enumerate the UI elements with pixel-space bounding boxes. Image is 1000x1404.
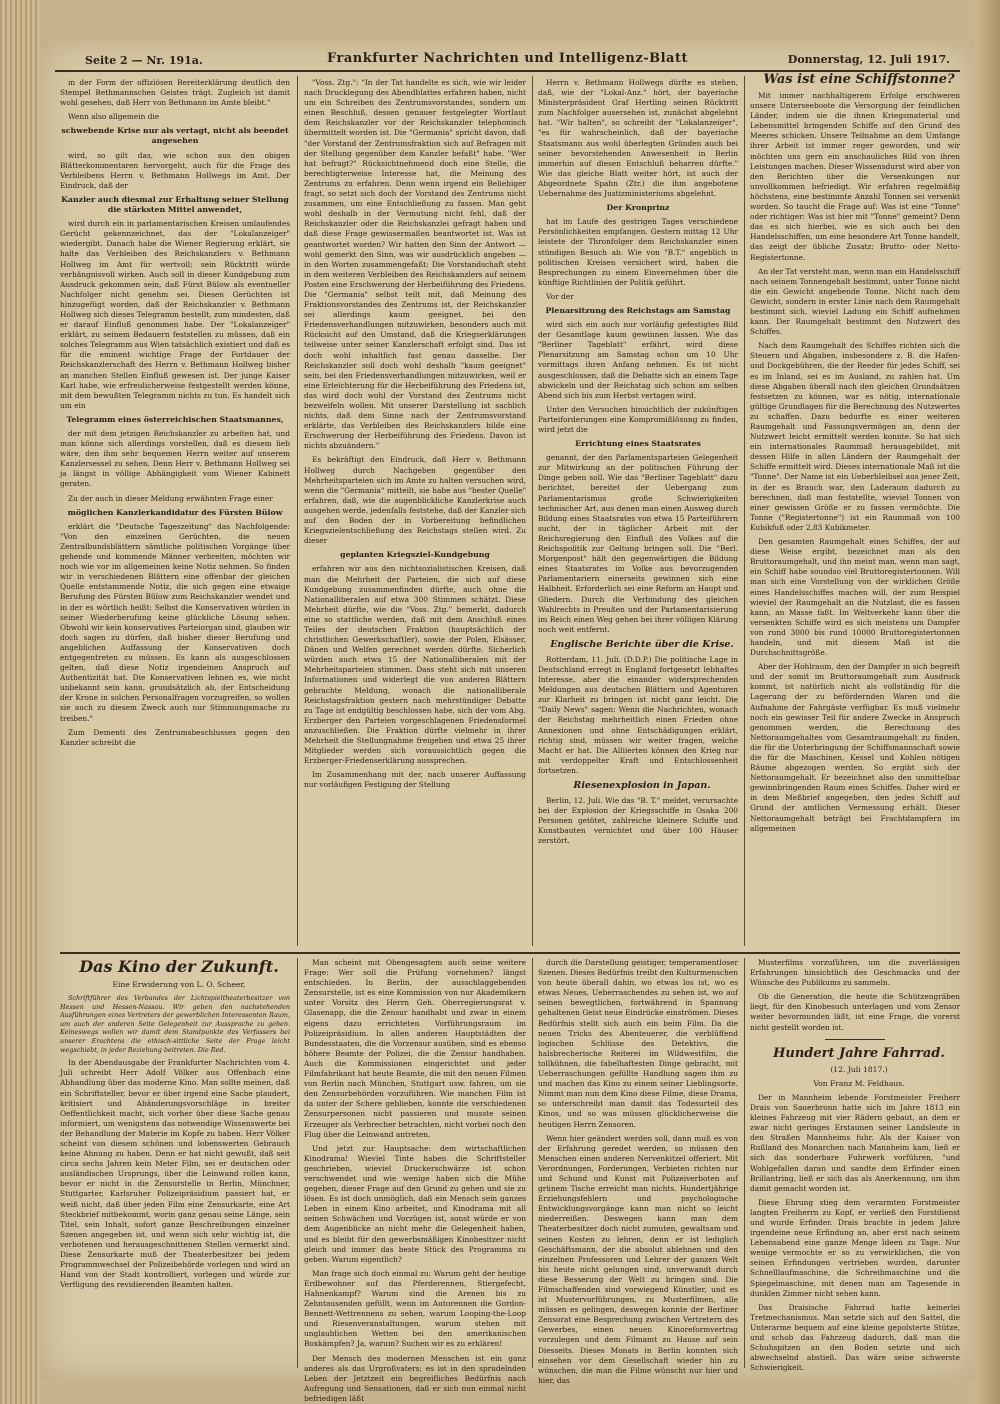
kino-column-2: [304, 958, 526, 1403]
article-headline: Hundert Jahre Fahrrad.: [773, 1045, 945, 1061]
column-4: [750, 72, 960, 948]
column-divider: [532, 76, 533, 946]
page-header: [55, 48, 960, 72]
paragraph: In der Abendausgabe der Frankfurter Nachrichten vom 4. Juli schreibt Herr Adolf Völker aus Offenbach eine Abhandlung über das moderne Kino. Man sollte meinen, daß ein Schriftsteller, bevor er über irgend eine Sache plaudert, kritisiert und Abänderungsvorschläge in breiter Oeffentlichkeit macht, sich vorher über diese Sache genau informiert, um wenigstens das notwendige Wissenswerte bei der Behandlung der Materie im Kopfe zu haben. Herr Völker scheint von diesem schönen und lobenswerten Gebrauch keine Ahnung zu haben. Denn er hat nicht gewußt, daß seit circa sechs Jahren kein Meter Film, sei er deutschen oder ausländischen Ursprungs, über die Leinwand rollen kann, bevor er nicht in die Zensurstelle in Berlin, Münchner, Stuttgarter, Karlsruher Polizeipräsidium passiert hat, er weiß nicht, daß über jeden Film eine Zensurkarte, eine Art Steckbrief mitbekommt, worin ganz genau seine Länge, sein Titel, sein Inhalt, sofort ganze Beschreibungen einzelner Szenen angegeben ist, und wenn sich sehr wichtig ist, die verbotenen und herausgeschnittenen Stellen vermerkt sind. Diese Zensurkarte muß der Theaterbesitzer bei jedem Programmwechsel der Polizeibehörde vorlegen und wird an Hand von der Stadt kontrolliert, vorlegen und würde zur Verfügung des revidierenden Beamten halten.: [60, 1058, 290, 1290]
paragraph: Der Mensch des modernen Menschen ist ein ganz anderes als das Urgroßvaters; es ist in den sprudelnden Leben der Jetztzeit ein begreifliches Bedürfnis nach Aufregung und Sensationen, daß er sich nun einmal nicht befriedigen läßt: [304, 1353, 526, 1403]
subheading: Errichtung eines Staatsrates: [575, 439, 701, 449]
book-binding-edge: [0, 0, 40, 1404]
paragraph: Rotterdam, 11. Juli. (D.D.P.) Die politische Lage in Deutschland erregt in England fortgesetzt lebhaftes Interesse, aber die einander widersprechenden Meldungen aus deutschen Blättern und Agenturen zur Klarheit zu bringen ist nicht ganz leicht. Die "Daily News" sagen: Wenn die Nachrichten, wonach der Reichstag mehrheitlich einen Frieden ohne Annexionen und ohne Entschädigungen erklärt, richtig sind, müssen wir weiter fragen, welche Macht er hat. Die Alliierten können den Krieg nur mit verdoppelter Kraft und Entschlossenheit fortsetzen.: [538, 654, 738, 775]
paragraph: wird durch ein in parlamentarischen Kreisen umlaufendes Gerücht gekennzeichnet, das der "Lokalanzeiger" wiedergibt. Danach habe die Wiener Regierung erklärt, sie halte das Verbleiben des Reichskanzlers v. Bethmann Hollweg im Amt für wertvoll; sein Rücktritt würde verhängnisvoll wirken. Auch soll in dieser Kundgebung zum Ausdruck gekommen sein, daß Fürst Bülow als eventueller Nachfolger nicht genehm sei. Diesen Gerüchten ist hinzugefügt worden, daß der Reichskanzler v. Bethmann Hollweg sich dieses Telegramm bestellt, zum mindesten, daß er darauf Einfluß genommen habe. Der "Lokalanzeiger" erklärt, zu seinem Bedauern feststellen zu müssen, daß ein solches Telegramm aus Wien tatsächlich existiert und daß es für die eminent wichtige Frage der Fortdauer der Reichskanzlerschaft des Herrn v. Bethmann Hollweg bisher an manchen Stellen Einfluß gewesen ist. Der junge Kaiser Karl habe, wie erfreulicherweise festgestellt werden könne, mit dem bewußten Telegramm nichts zu tun. Es handelt sich um ein: [60, 219, 290, 410]
paragraph: Diese Ehrung stieg dem verarmten Forstmeister langten Freiherrn zu Kopf, er verließ den Forstdienst und wurde Erfinder. Drais brachte in jedem Jahre irgendeine neue Erfindung an, aber erst nach seinem Lebensabend eine ganze Menge Ideen zu Tage. Nur wenige vermochte er so zu verwirklichen, die von seinen Erfindungen vertrieben wurden, darunter Schnelllaufmaschine, die Schreibmaschine und die Spiegelmaschine, mit denen man am Tagesende in dunklen Zimmer nicht sehen kann.: [750, 1197, 960, 1298]
paragraph: Zum Dementi des Zentrumsbeschlusses gegen den Kanzler schreibt die: [60, 727, 290, 747]
subheading: geplanten Kriegsziel-Kundgebung: [340, 550, 490, 560]
paragraph: Ob die Generation, die heute die Schützengräben liegt, für den Kinobesuch unterlagen und vom Zensor weiter bevormunden läßt, ist eine Frage, die vorerst nicht gestellt worden ist.: [750, 992, 960, 1032]
paragraph: Den gesamten Raumgehalt eines Schiffes, der auf diese Weise ergibt, bezeichnet man als den Bruttoraumgehalt, und ihn meint man, wenn man sagt, ein Schiff habe soundso viel Bruttoregistertonnen. Will man sich eine Vorstellung von der wirklichen Größe eines Handelsschiffes machen will, der zum Beispiel wieviel der Raumgehalt an die Nutzlast, die es fassen kann, an Masse faßt. Im Weltverkehr kann über die versenkten Schiffe wird es sich meistens um Dampfer von rund 3000 bis rund 10000 Bruttoregistertonnen handeln, und mit diesem Maß ist die Durchschnittsgröße.: [750, 537, 960, 658]
paragraph: Aber der Hohlraum, den der Dampfer in sich begreift und der somit im Bruttoraumgehalt zum Ausdruck kommt, ist natürlich nicht als vollständig für die Lagerung der zu befördernden Waren und die Aufnahme der Fahrgäste verfügbar. Es muß vielmehr noch ein gewisser Teil für andere Zwecke in Anspruch genommen werden, die Berechnung des Nettoraumgehaltes vom Gesamtraumgehalt zu finden, die für die Unterbringung der Schiffsmannschaft sowie die für die Maschinen, Kessel und Kohlen nötigen Räume abgezogen werden. So ergibt sich der Nettoraumgehalt. Er bezeichnet also den unmittelbar gewinnbringenden Raum eines Schiffes. Daher wird er in dem Meßbrief angegeben, den jedes Schiff auf Grund der amtlichen Vermessung erhält. Dieser Nettoraumgehalt beträgt bei Frachtdampfern im allgemeinen: [750, 662, 960, 833]
column-divider: [297, 958, 298, 1368]
subheading: möglichen Kanzlerkandidatur des Fürsten Bülow: [67, 507, 283, 517]
paragraph: in der Form der offiziösen Bereiterklärung deutlich den Stempel Bethmannschen Geistes trägt. Zugleich ist damit wohl gesehen, daß Herr von Bethmann im Amte bleibt.": [60, 78, 290, 108]
article-headline: Was ist eine Schiffstonne?: [763, 72, 955, 87]
column-divider: [297, 76, 298, 946]
issue-date: Donnerstag, 12. Juli 1917.: [787, 53, 950, 66]
column-divider: [532, 958, 533, 1368]
column-3: [538, 78, 738, 948]
paragraph: Nach dem Raumgehalt des Schiffes richten sich die Steuern und Abgaben, insbesondere z. B. die Hafen- und Dockgebühren, die der Reeder für jedes Schiff, sei es im Inland, sei es im Ausland, zu zahlen hat. Um diese Abgaben überall nach den gleichen Grundsätzen festsetzen zu können, war es nötig, internationale gültige Grundlagen für die Berechnung des Nutzwertes zu schaffen. Dazu bedurfte es einer weiteren Raumgehalt und Fassungsvermögen an, denn der Nutzwert leicht ermittelt werden konnte. So hat sich ein internationales Raummaß herausgebildet, mit dessen Hilfe in allen Ländern der Raumgehalt der Schiffe ermittelt wird. Dieses internationale Maß ist die "Tonne". Der Name ist ein Ueberbleibsel aus jener Zeit, in der es Brauch war, den Laderaum dadurch zu berechnen, daß man feststellte, wieviel Tonnen von einer gewissen Größe er zu fassen vermöchte. Die Tonne ("Registertonne") ist ein Raummaß von 100 Kubikfuß oder 2,83 Kubikmeter.: [750, 341, 960, 532]
article-byline: Von Franz M. Feldhaus.: [813, 1078, 905, 1088]
paragraph: Das Draisische Fahrrad hatte keinerlei Tretmechanismus. Man setzte sich auf den Sattel, die Unterarme bequem auf eine kleine gepolsterte Stütze, und schob das Fahrzeug dadurch, daß man die Schuhspitzen an den Boden setzte und sich abwechselnd abstieß. Das wäre seine schwerste Schwierigkeit.: [750, 1302, 960, 1373]
paragraph: "Voss. Ztg.": "In der Tat handelte es sich, wie wir leider nach Drucklegung des Abendblattes erfahren haben, nicht um ein Schreiben des Zentrumsvorstandes, sondern um einen Beschluß, dessen genauer festgelegter Wortlaut dem Reichskanzler vor der Reichskanzler telephonisch übermittelt worden ist. Die "Germania" spricht davon, daß "der Vorstand der Zentrumsfraktion sich auf Befragen mit der Stellung gegenüber dem Kanzler befaßt" habe. "Wer hat befragt?" Rücksichtnehmend doch eine Stelle, die berechtigterweise Interesse hat, die Meinung des Zentrums zu erfahren. Denn wenn irgend ein Beliebiger fragt, so setzt sich doch der Vorstand des Zentrums nicht zusammen, um eine Entschließung zu fassen. Man geht wohl deshalb in der Vermutung nicht fehl, daß der Reichskanzler oder die Reichskanzlei gefragt haben und daß diese Frage gewissermaßen beantwortet ist. Was ist geantwortet worden? Wir hatten den Sinn der Antwort — wohl gemerkt den Sinn, was wir ausdrücklich angeben — in den Worten zusammengefaßt: Die Vorstandschaft steht in dem weiteren Verbleiben des Reichskanzlers auf seinem Posten eine Erschwerung der Herbeiführung des Friedens. Die "Germania" selbst teilt mit, daß Meinung des Fraktionsvorstandes des Zentrums ist, der Reichskanzler sei allerdings kaum geeignet, bei den Friedensverhandlungen mitzuwirken, besonders auch mit Rücksicht auf den Umstand, daß die Kriegserklärungen teilweise unter seiner Kanzlerschaft erfolgt sind. Das ist doch wohl inhaltlich fast genau dasselbe. Der Reichskanzler soll doch wohl deshalb "kaum geeignet" sein, bei den Friedensverhandlungen mitzuwirken, weil er eine Erleichterung für die Herbeiführung des Friedens ist, das wird doch wohl der Vorstand des Zentrums nicht bezweifeln wollen. Mit unserer Darstellung ist sachlich nichts, daß dem Sinne nach der Zentrumsvorstand erklärte, das Verbleiben des Reichskanzlers bilde eine Erschwerung der Herbeiführung des Friedens. Davon ist nichts abzuändern.": [304, 78, 526, 451]
article-byline: Eine Erwiderung von L. O. Scheer,: [112, 980, 246, 989]
page-number: Seite 2 — Nr. 191a.: [85, 54, 203, 67]
article-headline: Englische Berichte über die Krise.: [550, 638, 734, 650]
article-date: (12. Juli 1817.): [830, 1064, 888, 1074]
subheading: Plenarsitzung des Reichstags am Samstag: [545, 305, 731, 315]
paragraph: Zu der auch in dieser Meldung erwähnten Frage einer: [68, 493, 273, 503]
article-headline: Das Kino der Zukunft.: [79, 957, 279, 976]
paragraph: An der Tat versteht man, wenn man ein Handelsschiff nach seinem Tonnengehalt bestimmt, unter Tonne nicht die ein Gewicht angebende Tonne. Nicht nach dem Gewicht, sondern in erster Linie nach dem Raumgehalt bestimmt sich, wieviel Ladung ein Schiff aufnehmen kann. Der Raumgehalt bestimmt den Nutzwert des Schiffes.: [750, 266, 960, 337]
paragraph: Musterfilms vorzuführen, um die zuverlässigen Erfahrungen hinsichtlich des Geschmacks und der Wünsche des Publikums zu sammeln.: [750, 958, 960, 988]
column-divider: [744, 76, 745, 946]
paragraph: Es bekräftigt den Eindruck, daß Herr v. Bethmann Hollweg durch Nachgeben gegenüber den Mehrheitsparteien sich im Amte zu halten versuchen wird, wenn die "Germania" mitteilt, sie habe aus "bester Quelle" erfahren, daß, wie die augenblickliche Kanzlerkrise auch ausgehen werde, jedenfalls feststehe, daß der Kanzler sich auf den Boden der in Vorbereitung befindlichen Kriegszielentschließung des Reichstags stellen wird. Zu dieser: [304, 455, 526, 546]
divider: [825, 1039, 885, 1040]
paragraph: Man scheint mit Obengesagtem auch seine weitere Frage: Wer soll die Prüfung vornehmen? längst entschieden. In Berlin, der ausschlaggebenden Zensurstelle, ist es eine Kommission von nur Akademikern unter Vorsitz des Herrn Geh. Oberregierungsrat v. Glasenapp, die die Zensur handhabt und zwar in einem eigens dazu errichteten Vorführungsraum im Polizeipräsidium. In allen anderen Hauptstädten der Bundesstaaten, die die Vorzensur ausüben, sind es ebenso höhere Beamte der Polizei, die die Zensur handhaben. Auch die Kommissionen eingerichtet und jeder Filmfabrikant hat heute Beamte, die mit den neuen Filmen von Berlin nach München, Stuttgart usw. fahren, um sie den Zensurbehörden vorzuführen. Wie manchen Film ist da unter der Schere geblieben, konnte die verschiedenen Zensurpersonen nicht passieren und musste seinen Erzeuger als Verbrecher betrachten, nicht vorbei noch den Flug über die Leinwand antreten.: [304, 958, 526, 1139]
paragraph: Unter den Versuchen hinsichtlich der zukünftigen Parteiforderungen eine Kompromißlösung zu finden, wird jetzt die: [538, 404, 738, 434]
kino-column-3: [538, 958, 738, 1385]
column-2: [304, 78, 526, 948]
subheading: schwebende Krise nur als vertagt, nicht als beendet angesehen: [61, 126, 289, 146]
editor-note: Schriftführer des Verbandes der Lichtspieltheaterbesitzer von Hessen und Hessen-Nassau. Wir geben den nachstehenden Ausführungen eines Vertreters der gewerblichen Interessenten Raum, um auch der anderen Seite Gelegenheit zur Aussprache zu geben. Keineswegs wollen wir damit dem Standpunkte des Verfassers bei unserer Erachtens die ethisch-sittliche Seite der Frage leicht wegschiebt, in jeder Beziehung beitreten. Die Red.: [60, 994, 290, 1054]
section-divider: [60, 952, 960, 954]
paragraph: Man frage sich doch einmal zu: Warum geht der heutige Erdbewohner auf das Pferderennen, Stiergefecht, Hahnenkampf? Warum sind die Arenen bis zu Zehntausenden gefüllt, wenn im Autorennen die Gordon-Bennett-Wettrennens zu sehen, warum Looping-the-Loop und Riesenveranstaltungen, warum stehen mit unglaublichen Wetten bei den amerikanischen Boxkämpfen? Ja, warum? Suchen wir es zu erklären!: [304, 1268, 526, 1349]
paragraph: hat im Laufe des gestrigen Tages verschiedene Persönlichkeiten empfangen. Gestern mittag 12 Uhr leistete der Thronfolger dem Reichskanzler einen stündigen Besuch ab. Wie von "B.T." angeblich in politischen Kreisen versichert wird, haben die Besprechungen zu einem Einvernehmen über die künftige Richtlinien der Politik geführt.: [538, 217, 738, 287]
fahrrad-column: [750, 958, 960, 1373]
subheading: Telegramm eines österreichischen Staatsmannes,: [66, 414, 284, 424]
paragraph: Wenn hier geändert werden soll, dann muß es von der Erfahrung geredet werden, so müssen den Menschen einen anderen Nervenkitzel offeriert. Mit Verordnungen, Forderungen, Verbieten richten nur und Schund und Kunst mit Polizeiverboten auf grünem Tische erreicht man nichts. Hundertjährige Erziehungsfehlern und psychologische Entwicklungsvorgänge kann man nicht so leicht niederreißen. Deswegen kann man dem Theaterbesitzer doch nicht zumuten, gewaltsam und seinen Kosten zu lehren, denn er ist lediglich Geschäftsmann, der die absolut ablehnen und den einzelnen Professoren und Lehrer der ganzen Welt bis heute nicht gelungen sind, unverwandt durch diese Besserung der Welt zu bringen sind. Die Filmschaffenden sind vorwiegend Künstler, und es ist Mustervorführungen, zu Musterfilmen, alle müssen es gelingen, deswegen konnte der Berliner Zensorat eine Besprechung zwischen Vertretern des Gewerbes, einen neuen Kinoreformvertrag vorzulegen und dem Filmamt zu Hause auf sein Diesseits. Dieses Monats in Berlin konnten sich einsehen vor dem Gesellschaft wieder hin zu wünschen, die man die Filme wünscht nur hier und hier, das: [538, 1133, 738, 1385]
subheading: Der Kronprinz: [606, 203, 670, 213]
page-right-edge: [975, 0, 1000, 1404]
kino-column-1: [60, 958, 290, 1368]
subheading: Kanzler auch diesmal zur Erhaltung seiner Stellung die stärksten Mittel anwendet,: [61, 194, 289, 215]
paragraph: Berlin, 12. Juli. Wie das "B. T." meldet, verursachte bei der Explosion der Kriegsschiffe in Osaka 200 Personen getötet, zahlreiche kleinere Schiffe und Kunstbauten vernichtet und über 100 Häuser zerstört.: [538, 796, 738, 846]
paragraph: Herrn v. Bethmann Hollwegs dürfte es stehen, daß, wie der "Lokal-Anz." hört, der bayerische Ministerpräsident Graf Hertling seinen Rücktritt zum Nachfolger ausersehen ist, zunächst abgelehnt hat. "Wir halten", so schreibt der "Lokalanzeiger", "es für wahrscheinlich, daß der bayerische Staatsmann aus wohl überlegten Gründen auch bei seiner bevorstehenden Anwesenheit in Berlin immerhin auf diesen Entschluß beharren dürfte." Wie das gleiche Blatt weiter hört, ist auch der Abgeordnete Spahn (Ztr.) die ihm angebotene Uebernahme des Justizministeriums abgelehnt.: [538, 78, 738, 199]
paragraph: erfahren wir aus den nichtsozialistischen Kreisen, daß man die Mehrheit der Parteien, die sich auf diese Kundgebung zusammenfinden dürfte, auch ohne die Nationalliberalen auf etwa 300 Stimmen schätzt. Diese Mehrheit dürfte, wie die "Voss. Ztg." bemerkt, dadurch eine so stattliche werden, daß mit dem Anschluß eines Teiles der deutschen Fraktion (hauptsächlich der christlichen Gewerkschaftler), sowie der Polen, Elsässer, Dänen und Welfen gerechnet werden dürfte. Sicherlich würden auch etwa 15 der Nationalliberalen mit der Mehrheitsparteien stimmen. Dass steht sich mit unseren Informationen und widerlegt die von anderen Blättern gebrachte Meldung, wonach die nationalliberale Reichstagsfraktion gestern nach mehrstündiger Debatte zu Tage ist endgültig beschlossen habe, sich der vom Abg. Erzberger den Parteien vorgeschlagenen Friedensformel anzuschließen. Die Fraktion dürfte vielmehr in ihrer Mehrheit die Stellungnahme freigeben und etwa 25 ihrer Mitglieder werden sich voraussichtlich gegen die Erzberger-Friedenserklärung aussprechen.: [304, 564, 526, 766]
paragraph: Wenn also allgemein die: [68, 112, 160, 122]
paragraph: Mit immer nachhaltigerem Erfolge erschweren unsere Unterseeboote die Versorgung der feindlichen Länder, indem sie die ihnen Kriegsmaterial und Lebensmittel bringenden Schiffe auf den Grund des Meeres schicken. Unsere Teilnahme an dem Umfange ihrer Arbeit ist immer reger geworden, und wir möchten uns gern ein anschauliches Bild von ihren Leistungen machen. Dieser Wissensdurst wird aber von den Berichten über die Versenkungen nur unvollkommen befriedigt. Wir erfahren regelmäßig höchstens, eine bestimmte Anzahl Tonnen sei versenkt worden. So taucht die Frage auf: Was ist eine "Tonne" oder richtiger: Was ist hier mit "Tonne" gemeint? Denn das es sich hierbei, wie es sich auch bei den Handelsschiffen, um eine besondere Art Tonne handelt, das zeigt der übliche Zusatz: Brutto- oder Netto-Registertonne.: [750, 91, 960, 262]
column-1: [60, 78, 290, 948]
paragraph: der mit dem jetzigen Reichskanzler zu arbeiten hat, und man könne sich allerdings vorstellen, daß es diesem lieb wäre, den ihm sehr bequemen Herrn weiter auf unserem Kanzlersessel zu sehen. Denn Herr v. Bethmann Hollweg sei ja längst in völlige Abhängigkeit vom Wiener Kabinett geraten.: [60, 429, 290, 489]
column-divider: [744, 958, 745, 1368]
paragraph: wird sich ein auch nur vorläufig gefestigtes Bild der Gesamtlage kaum gewinnen lassen. Wie das "Berliner Tageblatt" erfährt, wird diese Plenarsitzung am Samstag schon um 10 Uhr vormittags ihren Anfang nehmen. Es ist nicht ausgeschlossen, daß die Debatte sich an einem Tage abwickeln und der Reichstag sich schon am selben Abend sich bis zum Herbst vertagen wird.: [538, 320, 738, 400]
paragraph: Vor der: [546, 291, 574, 301]
paragraph: Im Zusammenhang mit der, nach unserer Auffassung nur vorläufigen Festigung der Stellung: [304, 770, 526, 790]
paragraph: Und jetzt zur Hauptsache: dem wirtschaftlichen Kinodrama! Wieviel Tinte haben die Schriftsteller geschrieben, wieviel Druckerschwärze ist schon verschwendet und wie wenige haben sich die Mühe gegeben, dieser Frage auf den Grund zu gehen und sie zu lösen. Es ist doch unmöglich, daß ein Mensch sein ganzes Leben in einem Kino arbeitet, und Kinodrama mit all seinen Schwächen und Vorzügen ist, sonst würde er von dem Augenblicke an nicht mehr die Gelegenheit haben, und es bleibt für den gewerbsmäßigen Kinobesitzer nicht gleich und immer das beste Stück des Programms zu geben. Warum eigentlich?: [304, 1143, 526, 1264]
article-headline: Riesenexplosion in Japan.: [573, 780, 711, 791]
paragraph: durch die Darstellung geistiger, temperamentloser Szenen. Dieses Bedürfnis treibt den Kulturmenschen von heute überall dahin, wo etwas los ist, wo es etwas Neues, Ueberraschendes zu sehen ist, wo auf seinen bewegtlichen, fortwährend in Spannung gehaltenen Geist neue Eindrücke einströmen. Dieses Bedürfnis stellt sich auch ein beim Film. Da die neuen Tricks des Abenteuerer, die verblüffend logischen Schlüsse des Detektivs, die halsbrecherische Reiterei im Wildwestfilm, die tollkühnen, die fabelhaftesten Dinge gebracht, mit Ueberraschungen gefüllte Handlung sagen ihm zu und machen das Kino zu einem seiner Lieblingsorte. Nimmt man nun dem Kino diese Filme, diese Drama, so unterschreibt man damit das Todesurteil des Kinos, und so was müssen glücklicherweise die heutigen Herrn Zensoren.: [538, 958, 738, 1129]
paragraph: erklärt die "Deutsche Tageszeitung" das Nachfolgende: "Von den einzelnen Gerüchten, die neuen Zentralbundsblättern sämtliche politischen Vorgänge über gehende und kommende Männer verbreiten, möchten wir noch wie vor im allgemeinen keine Notiz nehmen. So finden wir in verschiedenen Blättern eine offenbar der gleichen Quelle entstammende Notiz, die sich gegen eine etwaige Berufung des Fürsten Bülow zum Reichskanzler wendet und in der es wörtlich heißt: Selbst die Konservativen würden in seiner Wiederberufung keine glückliche Lösung sehen. Obwohl wir kein konservatives Parteiorgan sind, glauben wir doch sagen zu dürfen, daß bisher dieser Berufung und angeblichen Auffassung der Konservativen doch entgegentreten zu müssen. Es kann als ausgeschlossen gelten, daß diese Notiz irgendeinen Anspruch auf Authentizität hat. Die Konservativen lehnen es, wie nicht unbekannt sein kann, grundsätzlich ab, der Entscheidung der Krone in solchen Personalfragen vorzugreifen, so wollen sie auch zu diesem Zweck auch nur Stimmungsmache zu treiben.": [60, 521, 290, 723]
paragraph: genannt, der den Parlamentsparteien Gelegenheit zur Mitwirkung an der politischen Führung der Dinge geben soll. Wie das "Berliner Tageblatt" dazu berichtet, bereitet der Uebergang zum Parlamentarismus große Schwierigkeiten technischer Art, aus denen man einen Ausweg durch Bildung eines Staatsrates von etwa 15 Parteiführern sucht, der in täglicher Arbeit mit der Reichsregierung den Einfluß des Volkes auf die Reichspolitik zur Geltung bringen soll. Die "Berl. Morgenpost" hält den gegenwärtigen die Bildung eines Staatsrates im Volke aus bevorzugenden Parlamentariern einerseits gewinnen sich eine Halbheit. Erforderlich sei eine Reform an Haupt und Gliedern. Durch die Verbindung des gleichen Wahlrechts in Preußen und der Parlamentarisierung im Reich einen Weg gehen bei ihrer völligen Klärung noch weit entfernt.: [538, 453, 738, 634]
masthead: Frankfurter Nachrichten und Intelligenz-Blatt: [327, 51, 688, 66]
paragraph: Der in Mannheim lebende Forstmeister Freiherr Drais von Sauerbronn hatte sich im Jahre 1813 ein kleines Fahrzeug mit vier Rädern gebaut, an dem er zwar nicht geringes Erstaunen seiner Landsleute in den Straßen Mannheims fuhr. Als der Kaiser von Rußland des Monarchen nach Mannheim kam, ließ er sich das sonderbare Fuhrwerk vorführen, "und Wohlgefallen daran und sandte dem Erfinder einen Brillantring, ließ er sich das als Anerkennung, um ihm damit gemacht worden ist.: [750, 1092, 960, 1193]
paragraph: wird, so gilt das, wie schon aus den obigen Blätterkommentaren hervorgeht, auch für die Frage des Verbleibens Herrn v. Bethmann Hollwegs im Amt. Der Eindruck, daß der: [60, 150, 290, 190]
